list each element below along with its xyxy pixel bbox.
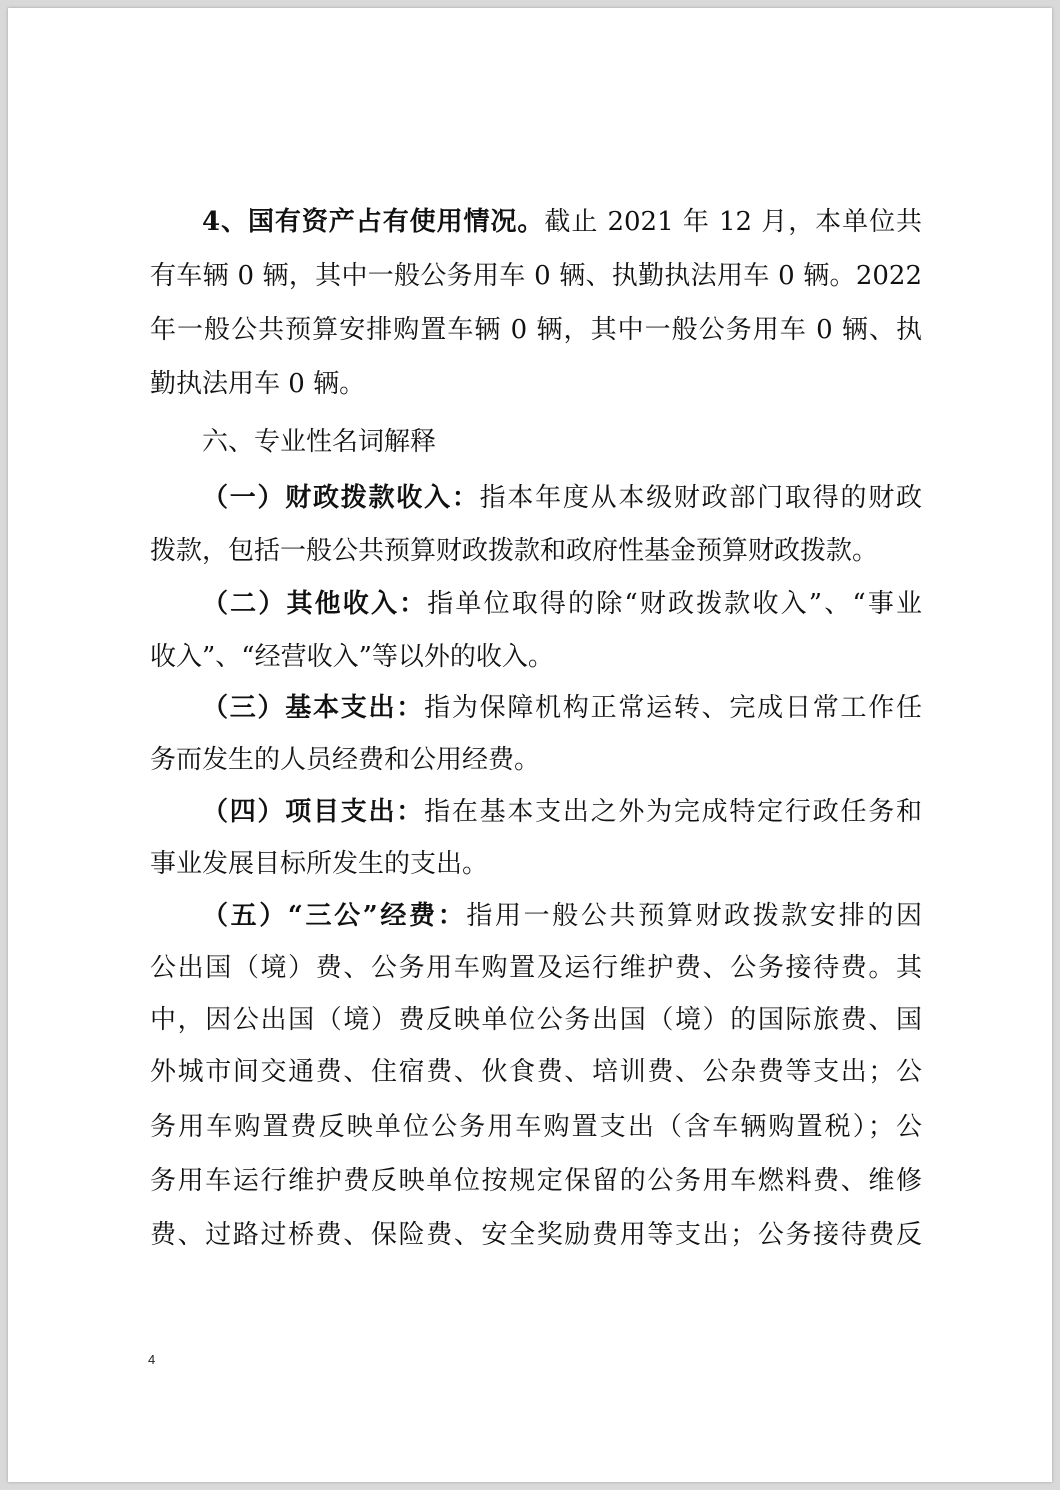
term3-label: （三）基本支出： xyxy=(202,693,425,723)
page-number: 4 xyxy=(148,1352,156,1367)
section4-line1: 4、国有资产占有使用情况。截止 2021 年 12 月，本单位共 xyxy=(202,207,923,237)
term5-line6: 务用车运行维护费反映单位按规定保留的公务用车燃料费、维修 xyxy=(150,1166,922,1196)
term3-line1: （三）基本支出：指为保障机构正常运转、完成日常工作任 xyxy=(202,693,922,723)
term5-line4: 外城市间交通费、住宿费、伙食费、培训费、公杂费等支出；公 xyxy=(150,1057,922,1087)
term5-line3: 中，因公出国（境）费反映单位公务出国（境）的国际旅费、国 xyxy=(150,1005,922,1035)
term2-line2: 收入”、“经营收入”等以外的收入。 xyxy=(150,642,554,672)
term5-line5: 务用车购置费反映单位公务用车购置支出（含车辆购置税）；公 xyxy=(150,1112,922,1142)
section4-line2: 有车辆 0 辆，其中一般公务用车 0 辆、执勤执法用车 0 辆。2022 xyxy=(150,261,922,291)
term5-line2: 公出国（境）费、公务用车购置及运行维护费、公务接待费。其 xyxy=(150,953,922,983)
term1-label: （一）财政拨款收入： xyxy=(202,483,480,513)
term3-line2: 务而发生的人员经费和公用经费。 xyxy=(150,745,541,775)
section6-title: 六、专业性名词解释 xyxy=(202,427,437,457)
section4-line3: 年一般公共预算安排购置车辆 0 辆，其中一般公务用车 0 辆、执 xyxy=(150,315,922,345)
term1-line1: （一）财政拨款收入：指本年度从本级财政部门取得的财政 xyxy=(202,483,922,513)
term4-line2: 事业发展目标所发生的支出。 xyxy=(150,849,489,879)
section4-heading: 4、国有资产占有使用情况。 xyxy=(202,207,545,237)
term1-line2: 拨款，包括一般公共预算财政拨款和政府性基金预算财政拨款。 xyxy=(150,536,879,566)
term5-line7: 费、过路过桥费、保险费、安全奖励费用等支出；公务接待费反 xyxy=(150,1220,922,1250)
term4-label: （四）项目支出： xyxy=(202,797,425,827)
term2-label: （二）其他收入： xyxy=(202,589,428,619)
term2-line1: （二）其他收入：指单位取得的除“财政拨款收入”、“事业 xyxy=(202,589,922,619)
term5-label: （五）“三公”经费： xyxy=(202,901,467,931)
term5-line1: （五）“三公”经费：指用一般公共预算财政拨款安排的因 xyxy=(202,901,922,931)
section4-line4: 勤执法用车 0 辆。 xyxy=(150,369,366,399)
term4-line1: （四）项目支出：指在基本支出之外为完成特定行政任务和 xyxy=(202,797,922,827)
